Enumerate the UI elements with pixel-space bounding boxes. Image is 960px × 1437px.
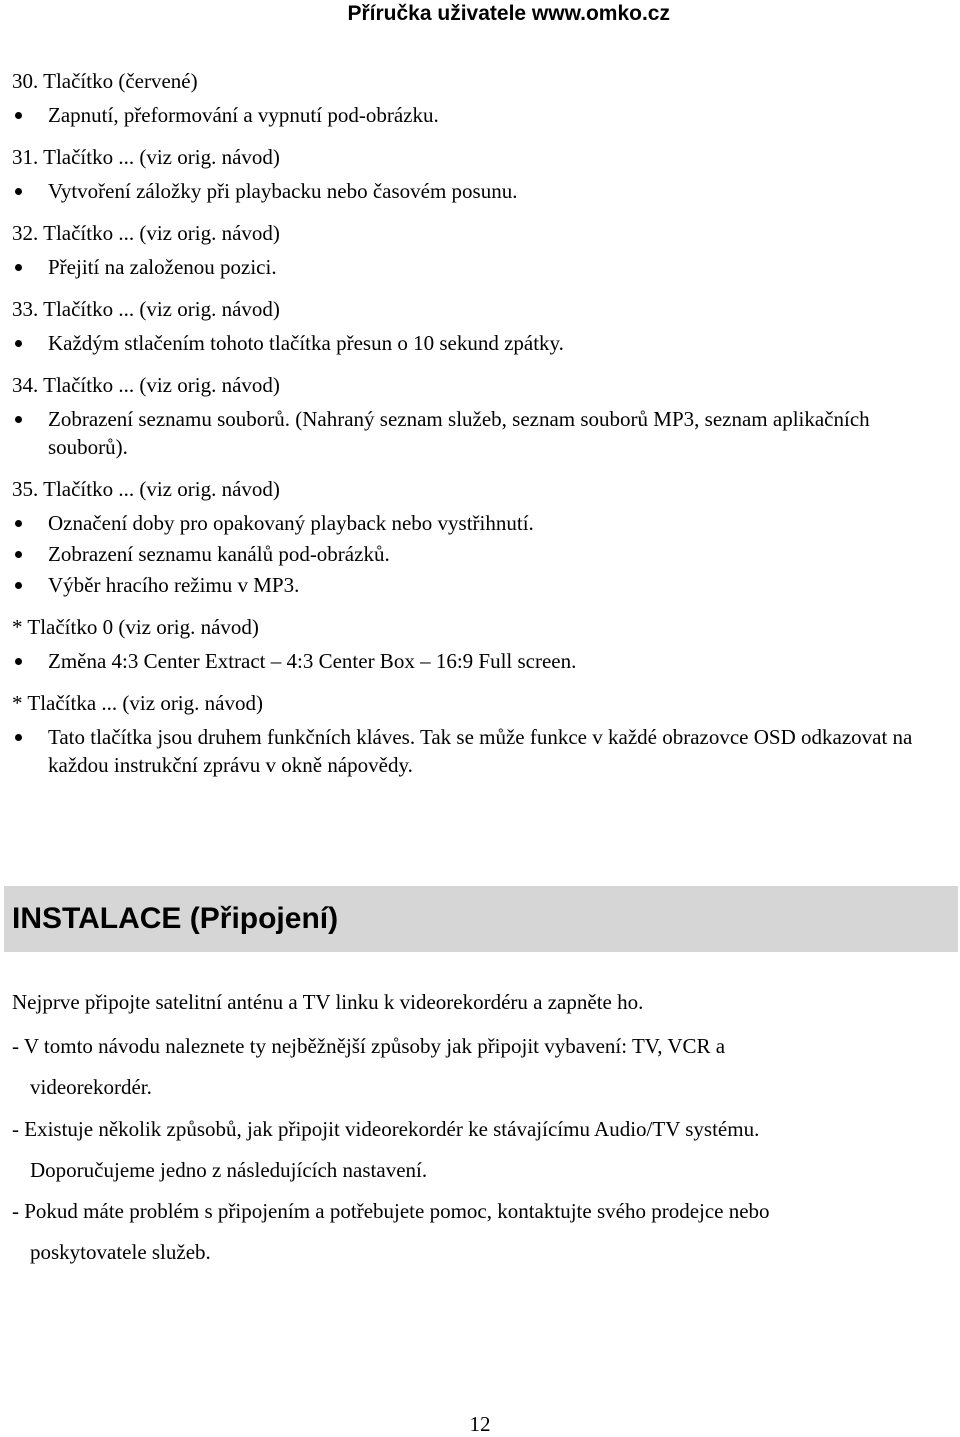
item-heading: * Tlačítka ... (viz orig. návod) (12, 691, 263, 715)
list-item (12, 686, 942, 779)
button-description-list (12, 64, 942, 790)
paragraph-continuation: Doporučujeme jedno z následujících nastavení. (30, 1158, 428, 1182)
bullet-list (12, 509, 942, 599)
list-item (12, 292, 942, 357)
bullet-item: Zobrazení seznamu kanálů pod-obrázků. (12, 540, 942, 568)
item-heading: * Tlačítko 0 (viz orig. návod) (12, 615, 259, 639)
paragraph-first-line: - V tomto návodu naleznete ty nejběžnější způsoby jak připojit vybavení: TV, VCR a (12, 1034, 726, 1058)
paragraph-continuation: videorekordér. (30, 1075, 152, 1099)
bullet-item: Přejití na založenou pozici. (12, 253, 942, 281)
list-item (12, 64, 942, 129)
item-heading: 33. Tlačítko ... (viz orig. návod) (12, 297, 280, 321)
section-heading-bar (4, 886, 958, 952)
document-header: Příručka uživatele www.omko.cz (347, 2, 670, 25)
intro-paragraph: Nejprve připojte satelitní anténu a TV linku k videorekordéru a zapněte ho. (12, 990, 644, 1014)
bullet-list (12, 101, 942, 129)
item-heading: 35. Tlačítko ... (viz orig. návod) (12, 477, 280, 501)
item-heading: 30. Tlačítko (červené) (12, 69, 198, 93)
paragraph (12, 1026, 952, 1108)
bullet-list (12, 177, 942, 205)
list-item (12, 368, 942, 461)
bullet-item: Tato tlačítka jsou druhem funkčních kláves. Tak se může funkce v každé obrazovce OSD odkazovat na každou instrukční zprávu v okně nápovědy. (12, 723, 942, 779)
list-item (12, 472, 942, 599)
paragraph (12, 1191, 952, 1273)
bullet-item: Vytvoření záložky při playbacku nebo časovém posunu. (12, 177, 942, 205)
section-title: INSTALACE (Připojení) (12, 902, 339, 935)
paragraph-continuation: poskytovatele služeb. (30, 1240, 211, 1264)
bullet-list (12, 329, 942, 357)
paragraph (12, 1109, 952, 1191)
bullet-list (12, 723, 942, 779)
list-item (12, 216, 942, 281)
bullet-item: Každým stlačením tohoto tlačítka přesun o 10 sekund zpátky. (12, 329, 942, 357)
paragraph-first-line: - Existuje několik způsobů, jak připojit videorekordér ke stávajícímu Audio/TV systému. (12, 1117, 760, 1141)
item-heading: 34. Tlačítko ... (viz orig. návod) (12, 373, 280, 397)
item-heading: 31. Tlačítko ... (viz orig. návod) (12, 145, 280, 169)
bullet-item: Zobrazení seznamu souborů. (Nahraný seznam služeb, seznam souborů MP3, seznam aplikačních souborů). (12, 405, 942, 461)
page-number: 12 (469, 1412, 491, 1436)
bullet-list (12, 253, 942, 281)
bullet-list (12, 405, 942, 461)
list-item (12, 610, 942, 675)
item-heading: 32. Tlačítko ... (viz orig. návod) (12, 221, 280, 245)
bullet-item: Změna 4:3 Center Extract – 4:3 Center Box – 16:9 Full screen. (12, 647, 942, 675)
list-item (12, 140, 942, 205)
bullet-item: Zapnutí, přeformování a vypnutí pod-obrázku. (12, 101, 942, 129)
bullet-item: Výběr hracího režimu v MP3. (12, 571, 942, 599)
bullet-item: Označení doby pro opakovaný playback nebo vystřihnutí. (12, 509, 942, 537)
bullet-list (12, 647, 942, 675)
paragraph-first-line: - Pokud máte problém s připojením a potřebujete pomoc, kontaktujte svého prodejce nebo (12, 1199, 770, 1223)
